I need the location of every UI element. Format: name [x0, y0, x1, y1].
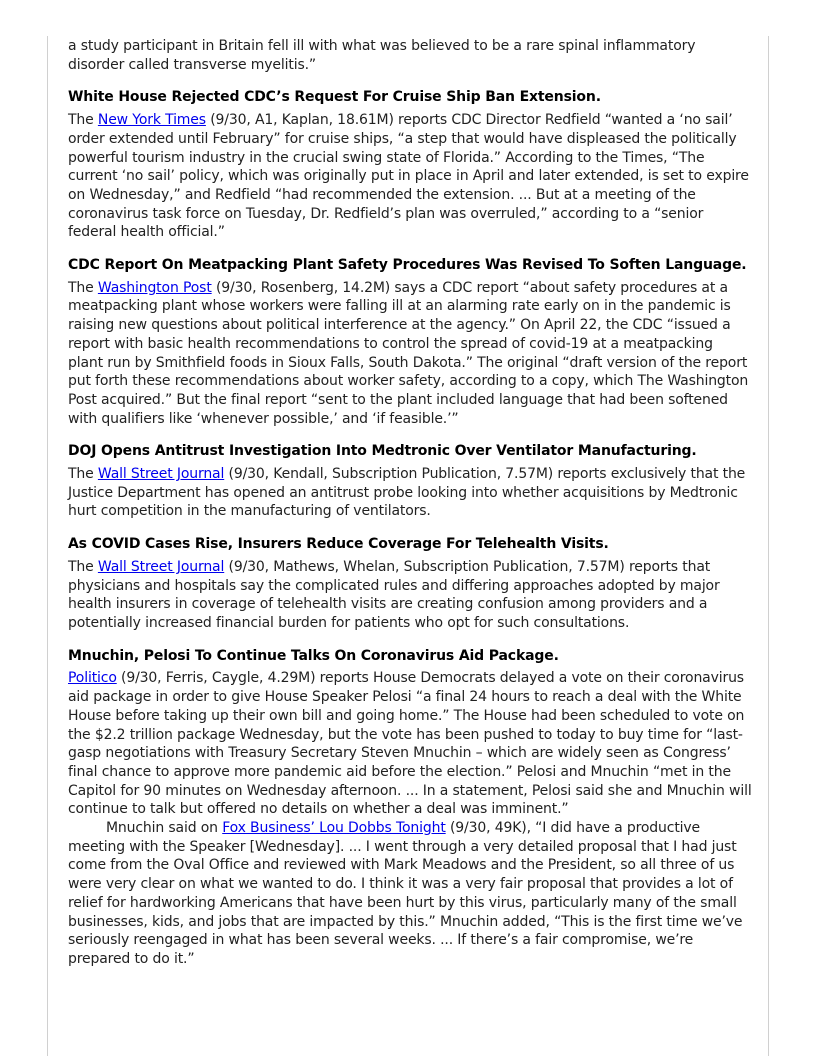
article-text: (9/30, Ferris, Caygle, 4.29M) reports House Democrats delayed a vote on their coronavirus aid package in order to give House Speaker Pelosi “a final 24 hours to reach a deal with the White House before taking up their own bill and going home.” The House had been scheduled to vote on the $2.2 trillion package Wednesday, but the vote has been pushed to today to buy time for “last-gasp negotiations with Treasury Secretary Steven Mnuchin – which are widely seen as Congress’ final chance to approve more pandemic aid before the election.” Pelosi and Mnuchin “met in the Capitol for 90 minutes on Wednesday afternoon. ... In a statement, Pelosi said she and Mnuchin will continue to talk but offered no details on whether a deal was imminent.” [68, 670, 752, 818]
article-text: (9/30, Mathews, Whelan, Subscription Publication, 7.57M) reports that physicians and hospitals say the complicated rules and differing approaches adopted by major health insurers in coverage of telehealth visits are creating confusion among providers and a potentially increased financial burden for patients who opt for such consultations. [68, 558, 720, 631]
headline-aid-package: Mnuchin, Pelosi To Continue Talks On Coronavirus Aid Package. [68, 647, 559, 664]
intro-paragraph: a study participant in Britain fell ill with what was believed to be a rare spinal inflammatory disorder called transverse myelitis.” [68, 38, 696, 73]
headline-medtronic: DOJ Opens Antitrust Investigation Into Medtronic Over Ventilator Manufacturing. [68, 443, 697, 460]
headline-meatpacking: CDC Report On Meatpacking Plant Safety Procedures Was Revised To Soften Language. [68, 257, 747, 274]
source-link-politico[interactable]: Politico [68, 670, 117, 687]
article-text: (9/30, 49K), “I did have a productive meeting with the Speaker [Wednesday]. ... I went through a very detailed proposal that I had just come from the Oval Office and reviewed with Mark Meadows and the President, so all three of us were very clear on what we wanted to do. I think it was a very fair proposal that provides a lot of relief for hardworking Americans that have been hurt by this virus, particularly many of the small businesses, kids, and jobs that are impacted by this.” Mnuchin added, “This is the first time we’ve seriously reengaged in what has been several weeks. ... If there’s a fair compromise, we’re prepared to do it.” [68, 820, 743, 967]
source-link-wapo[interactable]: Washington Post [97, 279, 212, 296]
article-text: Mnuchin said on [106, 820, 223, 837]
source-link-wsj[interactable]: Wall Street Journal [97, 558, 225, 575]
article-text: The [68, 466, 98, 483]
article-text: The [68, 112, 98, 129]
source-link-wsj[interactable]: Wall Street Journal [97, 466, 225, 483]
article-aid-package-continued [68, 819, 752, 969]
article-medtronic [68, 465, 752, 521]
right-margin-rule [768, 36, 769, 1056]
article-text: (9/30, Kendall, Subscription Publication, 7.57M) reports exclusively that the Justice Department has opened an antitrust probe looking into whether acquisitions by Medtronic hurt competition in the manufacturing of ventilators. [68, 466, 746, 520]
article-aid-package [68, 669, 752, 819]
article-text: (9/30, Rosenberg, 14.2M) says a CDC report “about safety procedures at a meatpacking plant whose workers were falling ill at an alarming rate early on in the pandemic is raising new questions about political interference at the agency.” On April 22, the CDC “issued a report with basic health recommendations to control the spread of covid-19 at a meatpacking plant run by Smithfield foods in Sioux Falls, South Dakota.” The original “draft version of the report put forth these recommendations about worker safety, according to a copy, which The Washington Post acquired.” But the final report “sent to the plant included language that had been softened with qualifiers like ‘whenever possible,’ and ‘if feasible.’” [68, 279, 749, 427]
article-text: (9/30, A1, Kaplan, 18.61M) reports CDC Director Redfield “wanted a ‘no sail’ order extended until February” for cruise ships, “a step that would have displeased the politically powerful tourism industry in the crucial swing state of Florida.” According to the Times, “The current ‘no sail’ policy, which was originally put in place in April and later extended, is set to expire on Wednesday,” and Redfield “had recommended the extension. ... But at a meeting of the coronavirus task force on Tuesday, Dr. Redfield’s plan was overruled,” according to a “senior federal health official.” [68, 112, 749, 241]
article-cruise-ship [68, 111, 752, 242]
newsletter-body [68, 37, 752, 983]
article-text: The [68, 279, 98, 296]
article-meatpacking [68, 279, 752, 429]
headline-telehealth: As COVID Cases Rise, Insurers Reduce Coverage For Telehealth Visits. [68, 536, 609, 553]
article-text: The [68, 558, 98, 575]
source-link-nyt[interactable]: New York Times [97, 112, 206, 129]
source-link-fox-business[interactable]: Fox Business’ Lou Dobbs Tonight [222, 820, 446, 837]
headline-cruise-ship: White House Rejected CDC’s Request For Cruise Ship Ban Extension. [68, 89, 601, 106]
left-margin-rule [47, 36, 48, 1056]
article-telehealth [68, 558, 752, 633]
